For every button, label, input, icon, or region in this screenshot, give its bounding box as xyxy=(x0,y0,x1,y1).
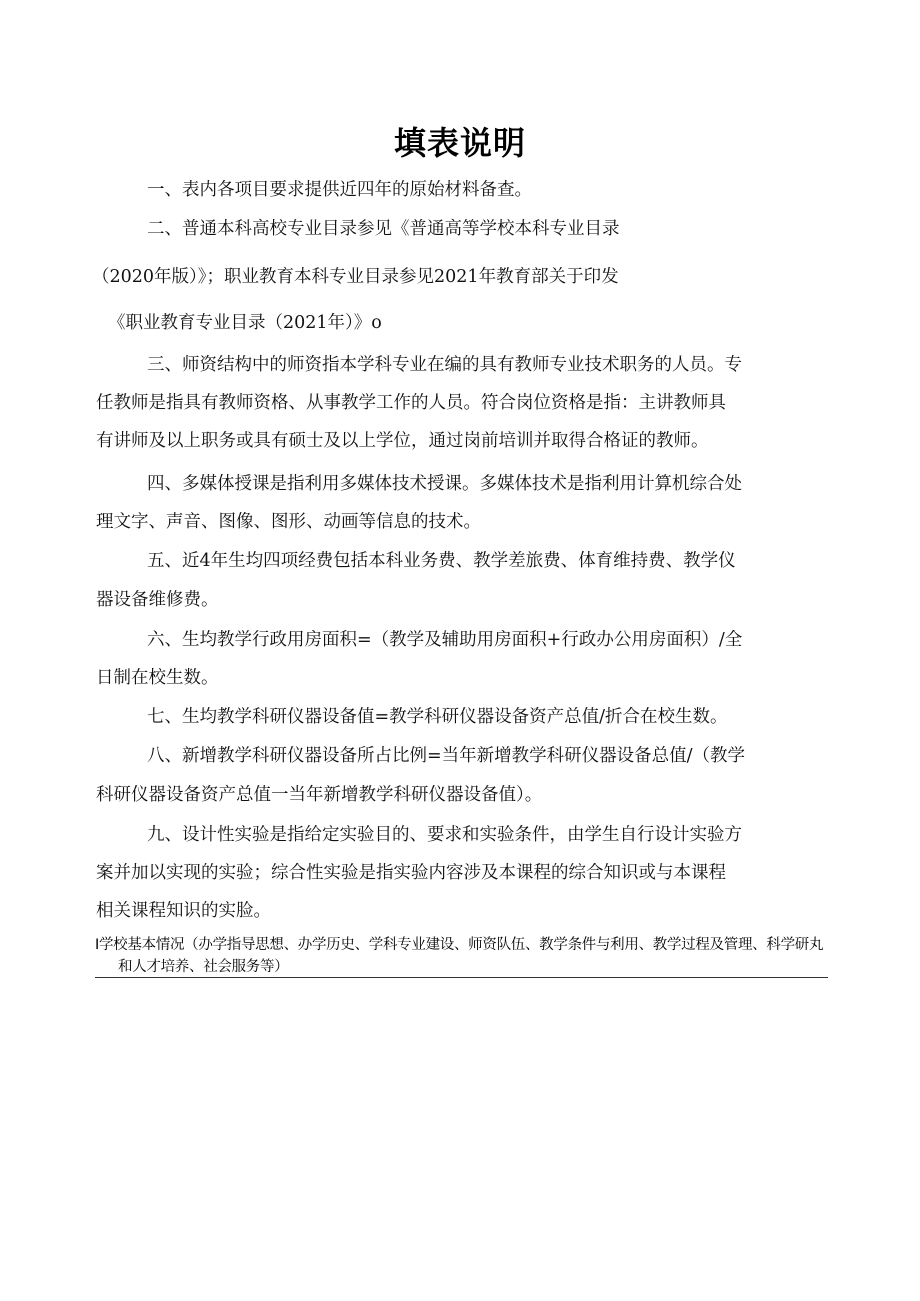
section-heading-line-1: I学校基本情况（办学指导思想、办学历史、学科专业建设、师资队伍、教学条件与利用、教学过程及管理、科学研丸 xyxy=(95,937,824,953)
note-6-line-1: 六、生均教学行政用房面积=（教学及辅助用房面积+行政办公用房面积）/全 xyxy=(147,630,743,650)
note-9-line-2: 案并加以实现的实验；综合性实验是指实验内容涉及本课程的综合知识或与本课程 xyxy=(96,863,726,883)
document-title: 填表说明 xyxy=(393,124,526,162)
note-4-line-1: 四、多媒体授课是指利用多媒体技术授课。多媒体技术是指利用计算机综合处 xyxy=(147,474,742,494)
note-3-line-3: 有讲师及以上职务或具有硕士及以上学位，通过岗前培训并取得合格证的教师。 xyxy=(96,431,709,451)
note-5-line-1: 五、近4年生均四项经费包括本科业务费、教学差旅费、体育维持费、教学仪 xyxy=(147,551,736,571)
note-1-line-1: 一、表内各项目要求提供近四年的原始材料备查。 xyxy=(147,180,532,200)
note-4-line-2: 理文字、声音、图像、图形、动画等信息的技术。 xyxy=(96,512,481,532)
section-divider xyxy=(95,977,828,978)
note-6-line-2: 日制在校生数。 xyxy=(96,668,219,688)
note-8-line-1: 八、新增教学科研仪器设备所占比例=当年新增教学科研仪器设备总值/（教学 xyxy=(147,746,746,766)
note-5-line-2: 器设备维修费。 xyxy=(96,590,219,610)
note-9-line-1: 九、设计性实验是指给定实验目的、要求和实验条件，由学生自行设计实验方 xyxy=(147,825,742,845)
note-9-line-3: 相关课程知识的实脸。 xyxy=(96,901,271,921)
note-2-line-1: 二、普通本科高校专业目录参见《普通高等学校本科专业目录 xyxy=(147,219,620,239)
section-heading-line-2: 和人才培养、社会服务等） xyxy=(118,959,289,975)
section-heading xyxy=(95,934,830,978)
note-7-line-1: 七、生均教学科研仪器设备值=教学科研仪器设备资产总值/折合在校生数。 xyxy=(147,707,728,727)
note-3-line-1: 三、师资结构中的师资指本学科专业在编的具有教师专业技术职务的人员。专 xyxy=(147,355,742,375)
note-2-line-2: （2020年版）》；职业教育本科专业目录参见2021年教育部关于印发 xyxy=(92,267,619,287)
note-2-line-3: 《职业教育专业目录（2021年）》o xyxy=(108,313,382,333)
note-3-line-2: 任教师是指具有教师资格、从事教学工作的人员。符合岗位资格是指：主讲教师具 xyxy=(96,393,726,413)
note-8-line-2: 科研仪器设备资产总值一当年新增教学科研仪器设备值）。 xyxy=(96,785,543,805)
